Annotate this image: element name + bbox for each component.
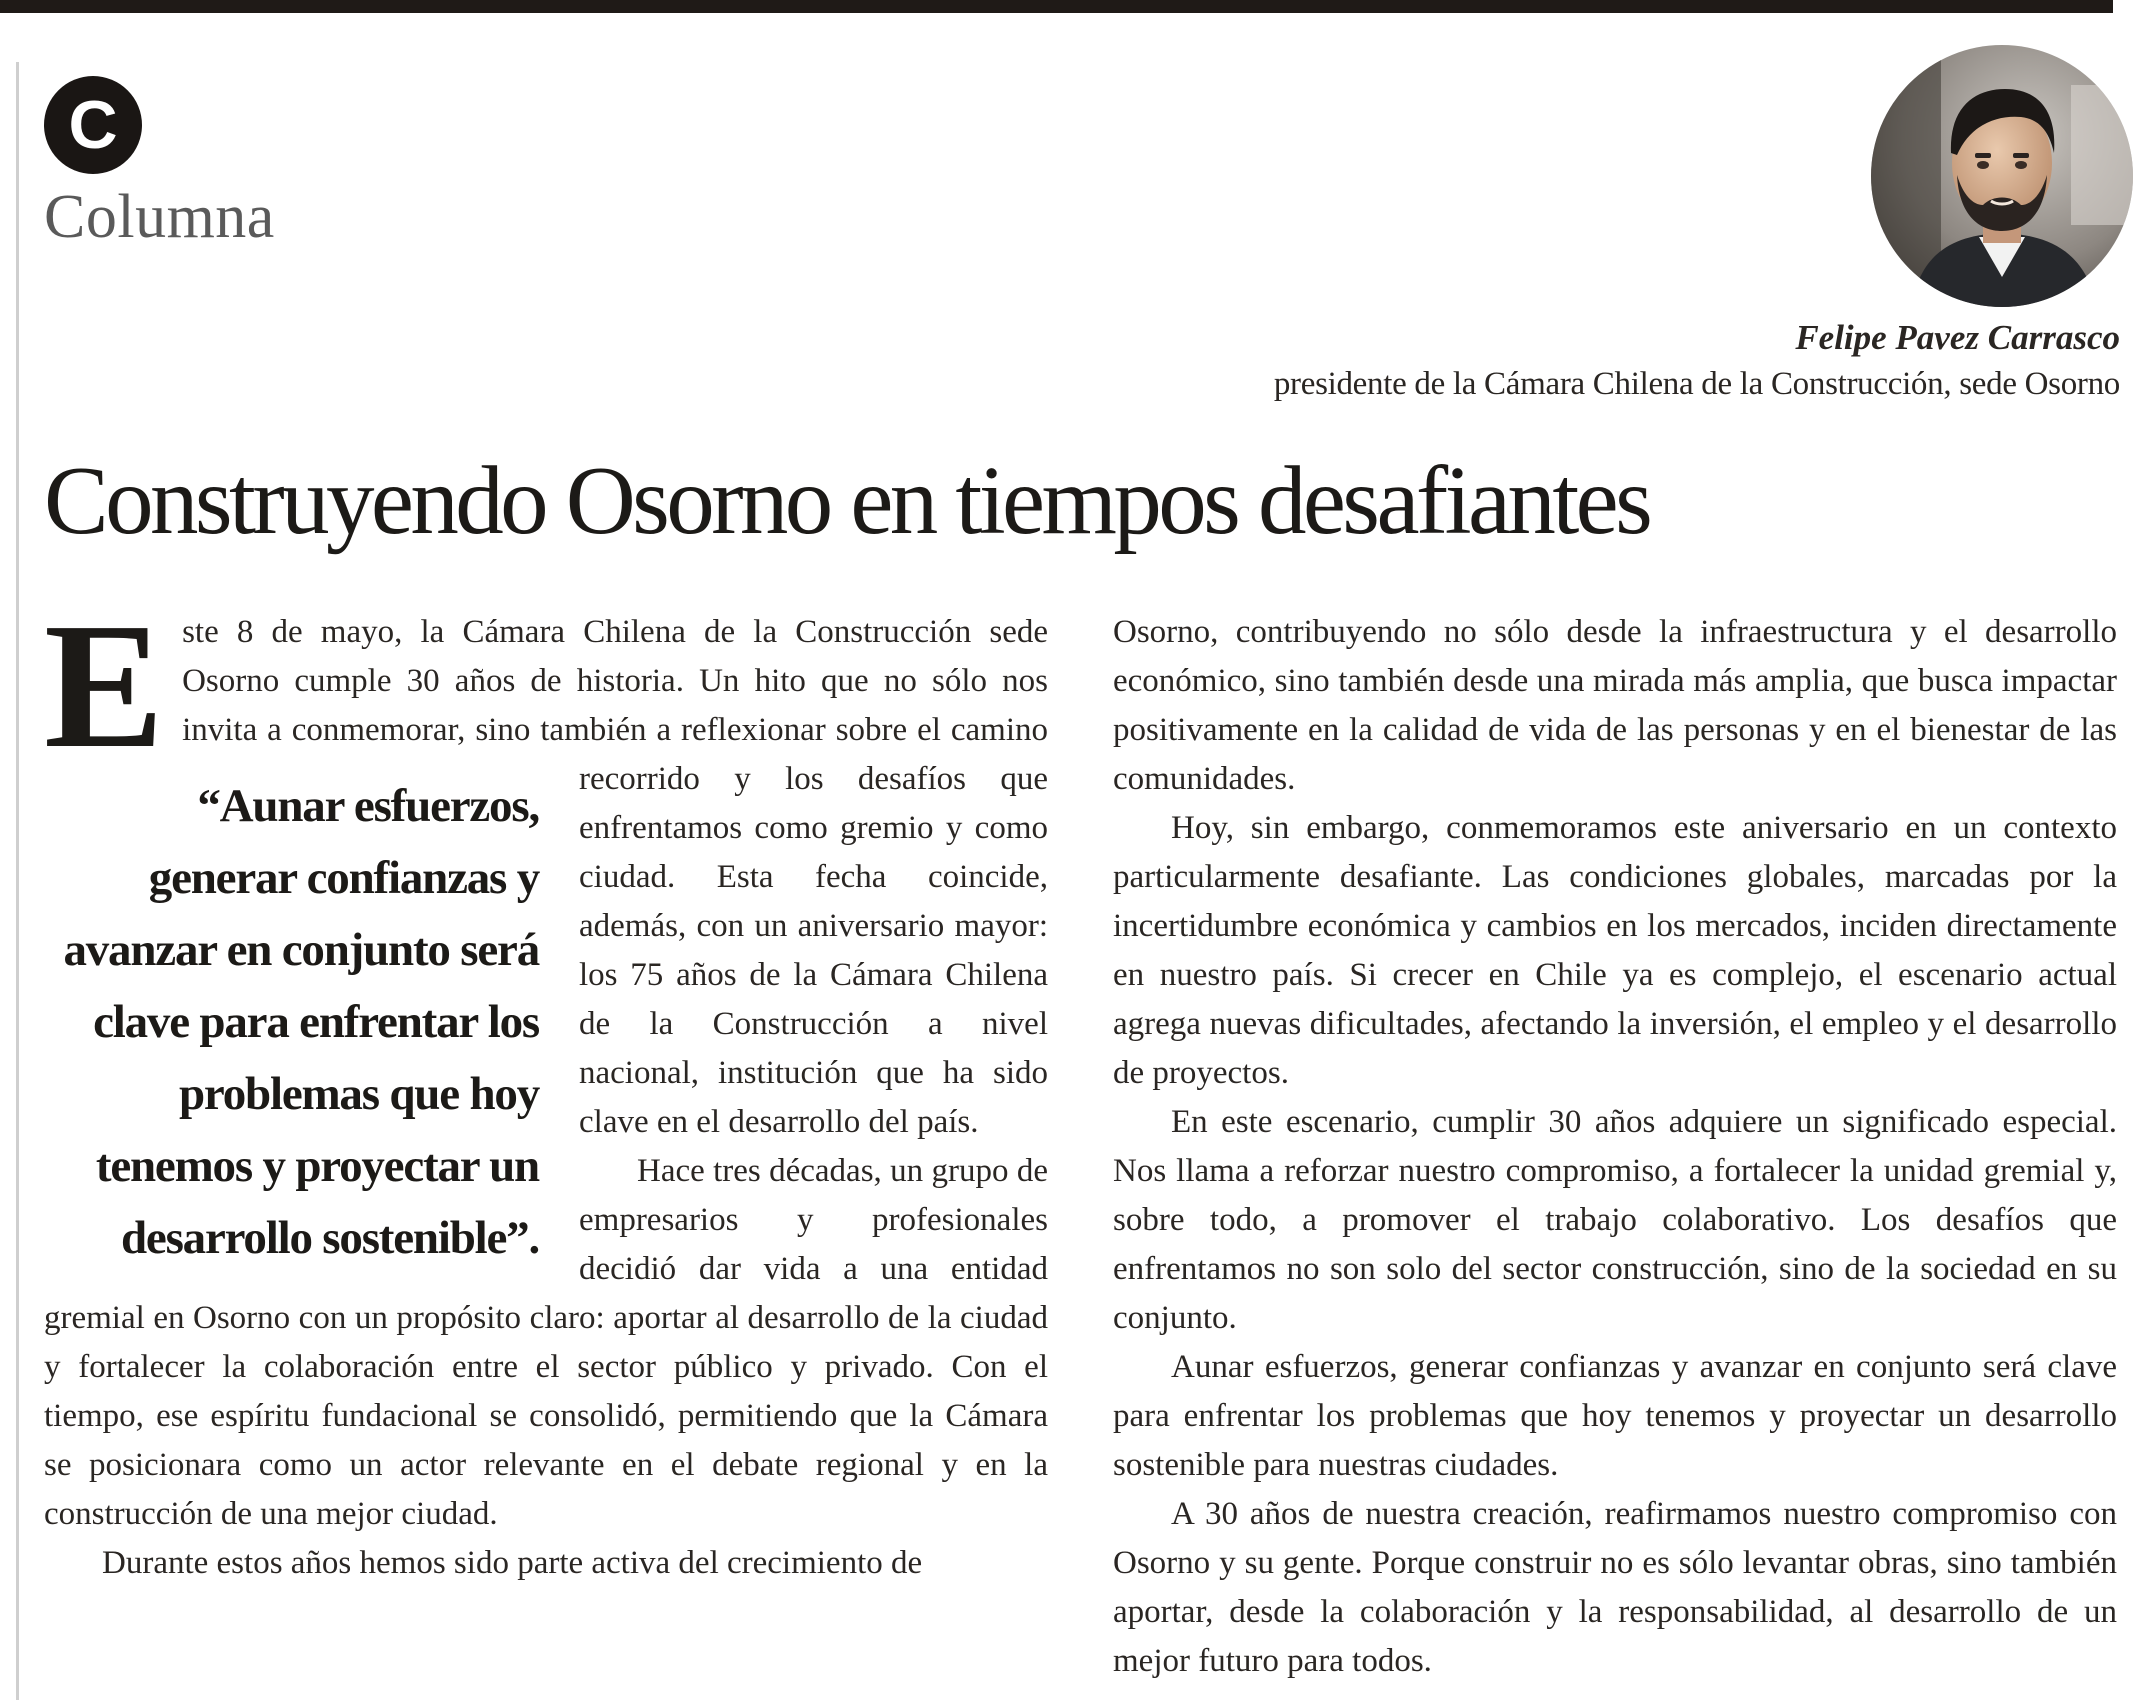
article-paragraph-3-end: Osorno, contribuyendo no sólo desde la infraestructura y el desarrollo económico, sino también desde una mirada más amplia, que busca impactar positivamente en la calidad de vida de las personas y en el bienestar de las comunidades. xyxy=(1113,614,2117,797)
author-role: presidente de la Cámara Chilena de la Construcción, sede Osorno xyxy=(1273,366,2120,402)
drop-cap: E xyxy=(44,586,165,785)
left-margin-rule xyxy=(16,62,19,1700)
paragraph-1-text: ste 8 de mayo, la Cámara Chilena de la Construcción sede Osorno cumple 30 años de historia. Un hito que no sólo nos invita a conmemorar, sino también a reflexionar sobre el camino recorrido y los desafíos que enfrentamos como gremio y como ciudad. Esta fecha coincide, además, con un aniversario mayor: los 75 años de la Cámara Chilena de la Construcción a nivel nacional, institución que ha sido clave en el desarrollo del país. xyxy=(182,614,1048,1140)
author-photo xyxy=(1871,45,2133,307)
top-rule xyxy=(0,0,2113,13)
article-paragraph-3-start: Durante estos años hemos sido parte activa del crecimiento de xyxy=(102,1545,923,1581)
author-name: Felipe Pavez Carrasco xyxy=(1795,318,2120,357)
article-column-left xyxy=(44,586,1048,1588)
section-label: Columna xyxy=(44,183,275,251)
headline: Construyendo Osorno en tiempos desafiantes xyxy=(44,447,1650,554)
article-paragraph-6: Aunar esfuerzos, generar confianzas y avanzar en conjunto será clave para enfrentar los problemas que hoy tenemos y proyectar un desarrollo sostenible para nuestras ciudades. xyxy=(1113,1349,2117,1483)
article-paragraph-2: Hace tres décadas, un grupo de empresarios y profesionales decidió dar vida a una entidad gremial en Osorno con un propósito claro: aportar al desarrollo de la ciudad y fortalecer la colaboración entre el sector público y privado. Con el tiempo, ese espíritu fundacional se consolidó, permitiendo que la Cámara se posicionara como un actor relevante en el debate regional y en la construcción de una mejor ciudad. xyxy=(44,1153,1048,1532)
article-paragraph-4: Hoy, sin embargo, conmemoramos este aniversario en un contexto particularmente desafiante. Las condiciones globales, marcadas por la incertidumbre económica y cambios en los mercados, inciden directamente en nuestro país. Si crecer en Chile ya es complejo, el escenario actual agrega nuevas dificultades, afectando la inversión, el empleo y el desarrollo de proyectos. xyxy=(1113,810,2117,1091)
pull-quote: “Aunar esfuerzos, generar confianzas y avanzar en conjunto será clave para enfrentar los problemas que hoy tenemos y proyectar un desarrollo sostenible”. xyxy=(63,780,539,1264)
article-paragraph-5: En este escenario, cumplir 30 años adquiere un significado especial. Nos llama a reforzar nuestro compromiso, a fortalecer la unidad gremial y, sobre todo, a promover el trabajo colaborativo. Los desafíos que enfrentamos no son solo del sector construcción, sino de la sociedad en su conjunto. xyxy=(1113,1104,2117,1336)
section-badge: C xyxy=(44,76,142,174)
article-paragraph-1 xyxy=(44,586,1048,1264)
author-portrait-illustration xyxy=(1871,45,2133,307)
article-paragraph-7: A 30 años de nuestra creación, reafirmamos nuestro compromiso con Osorno y su gente. Porque construir no es sólo levantar obras, sino también aportar, desde la colaboración y la responsabilidad, al desarrollo de un mejor futuro para todos. xyxy=(1113,1496,2117,1679)
article-column-right xyxy=(1113,608,2117,1686)
